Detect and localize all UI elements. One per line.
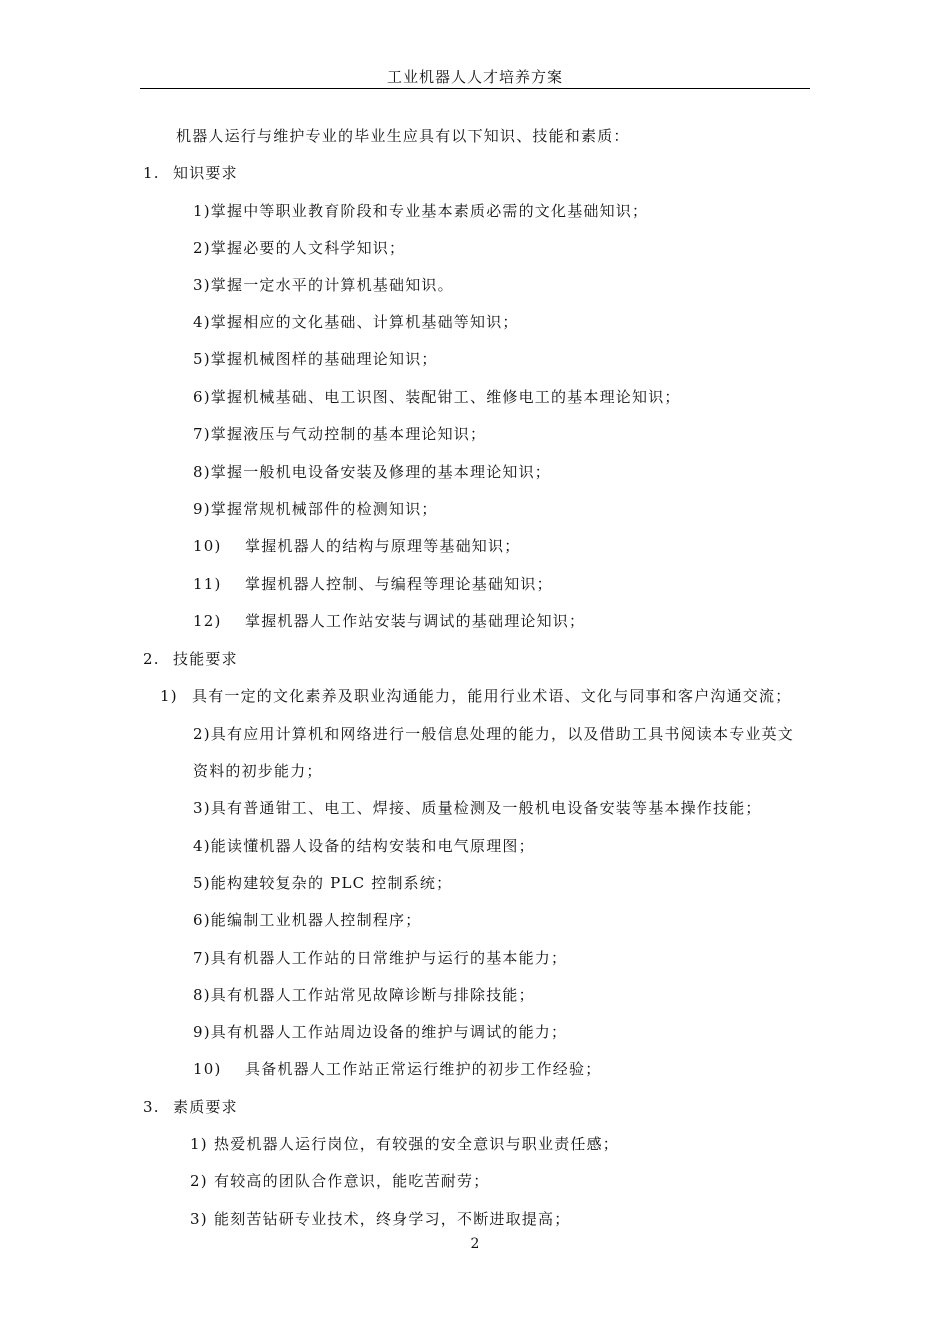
list-item: 2)掌握必要的人文科学知识； — [193, 239, 406, 257]
list-item: 5)能构建较复杂的 PLC 控制系统； — [193, 874, 453, 892]
list-item: 6)能编制工业机器人控制程序； — [193, 911, 422, 929]
section-heading-qualities — [143, 1096, 238, 1117]
section-title: 技能要求 — [173, 650, 238, 668]
list-item: 8)掌握一般机电设备安装及修理的基本理论知识； — [193, 463, 551, 481]
intro-paragraph: 机器人运行与维护专业的毕业生应具有以下知识、技能和素质： — [176, 127, 630, 145]
list-item: 12) 掌握机器人工作站安装与调试的基础理论知识； — [193, 612, 586, 630]
list-item: 11) 掌握机器人控制、与编程等理论基础知识； — [193, 575, 553, 593]
list-item: 2)具有应用计算机和网络进行一般信息处理的能力，以及借助工具书阅读本专业英文 — [193, 725, 795, 743]
section-heading-knowledge — [143, 162, 238, 183]
running-header: 工业机器人人才培养方案 — [386, 68, 563, 86]
section-number: 1. — [143, 164, 160, 182]
list-item: 2) 有较高的团队合作意识，能吃苦耐劳； — [190, 1172, 490, 1190]
section-number: 2. — [143, 650, 160, 668]
list-item: 4)掌握相应的文化基础、计算机基础等知识； — [193, 313, 519, 331]
list-item: 9)掌握常规机械部件的检测知识； — [193, 500, 438, 518]
list-item: 7)具有机器人工作站的日常维护与运行的基本能力； — [193, 949, 568, 967]
header-rule — [140, 88, 810, 89]
list-item: 3) 能刻苦钻研专业技术，终身学习，不断进取提高； — [190, 1210, 571, 1228]
section-title: 素质要求 — [173, 1098, 238, 1116]
list-item: 10) 具备机器人工作站正常运行维护的初步工作经验； — [193, 1060, 602, 1078]
list-item: 1)掌握中等职业教育阶段和专业基本素质必需的文化基础知识； — [193, 202, 649, 220]
list-item: 8)具有机器人工作站常见故障诊断与排除技能； — [193, 986, 535, 1004]
list-item: 1) 具有一定的文化素养及职业沟通能力，能用行业术语、文化与同事和客户沟通交流； — [160, 687, 792, 705]
section-heading-skills — [143, 648, 238, 669]
section-title: 知识要求 — [173, 164, 238, 182]
list-item: 7)掌握液压与气动控制的基本理论知识； — [193, 425, 487, 443]
section-number: 3. — [143, 1098, 160, 1116]
list-item: 4)能读懂机器人设备的结构安装和电气原理图； — [193, 837, 535, 855]
list-item-continuation: 资料的初步能力； — [193, 762, 323, 780]
page-number: 2 — [470, 1236, 480, 1252]
list-item: 10) 掌握机器人的结构与原理等基础知识； — [193, 537, 521, 555]
list-item: 3)具有普通钳工、电工、焊接、质量检测及一般机电设备安装等基本操作技能； — [193, 799, 762, 817]
list-item: 5)掌握机械图样的基础理论知识； — [193, 350, 438, 368]
list-item: 1) 热爱机器人运行岗位，有较强的安全意识与职业责任感； — [190, 1135, 620, 1153]
list-item: 6)掌握机械基础、电工识图、装配钳工、维修电工的基本理论知识； — [193, 388, 681, 406]
list-item: 9)具有机器人工作站周边设备的维护与调试的能力； — [193, 1023, 568, 1041]
list-item: 3)掌握一定水平的计算机基础知识。 — [193, 276, 454, 294]
